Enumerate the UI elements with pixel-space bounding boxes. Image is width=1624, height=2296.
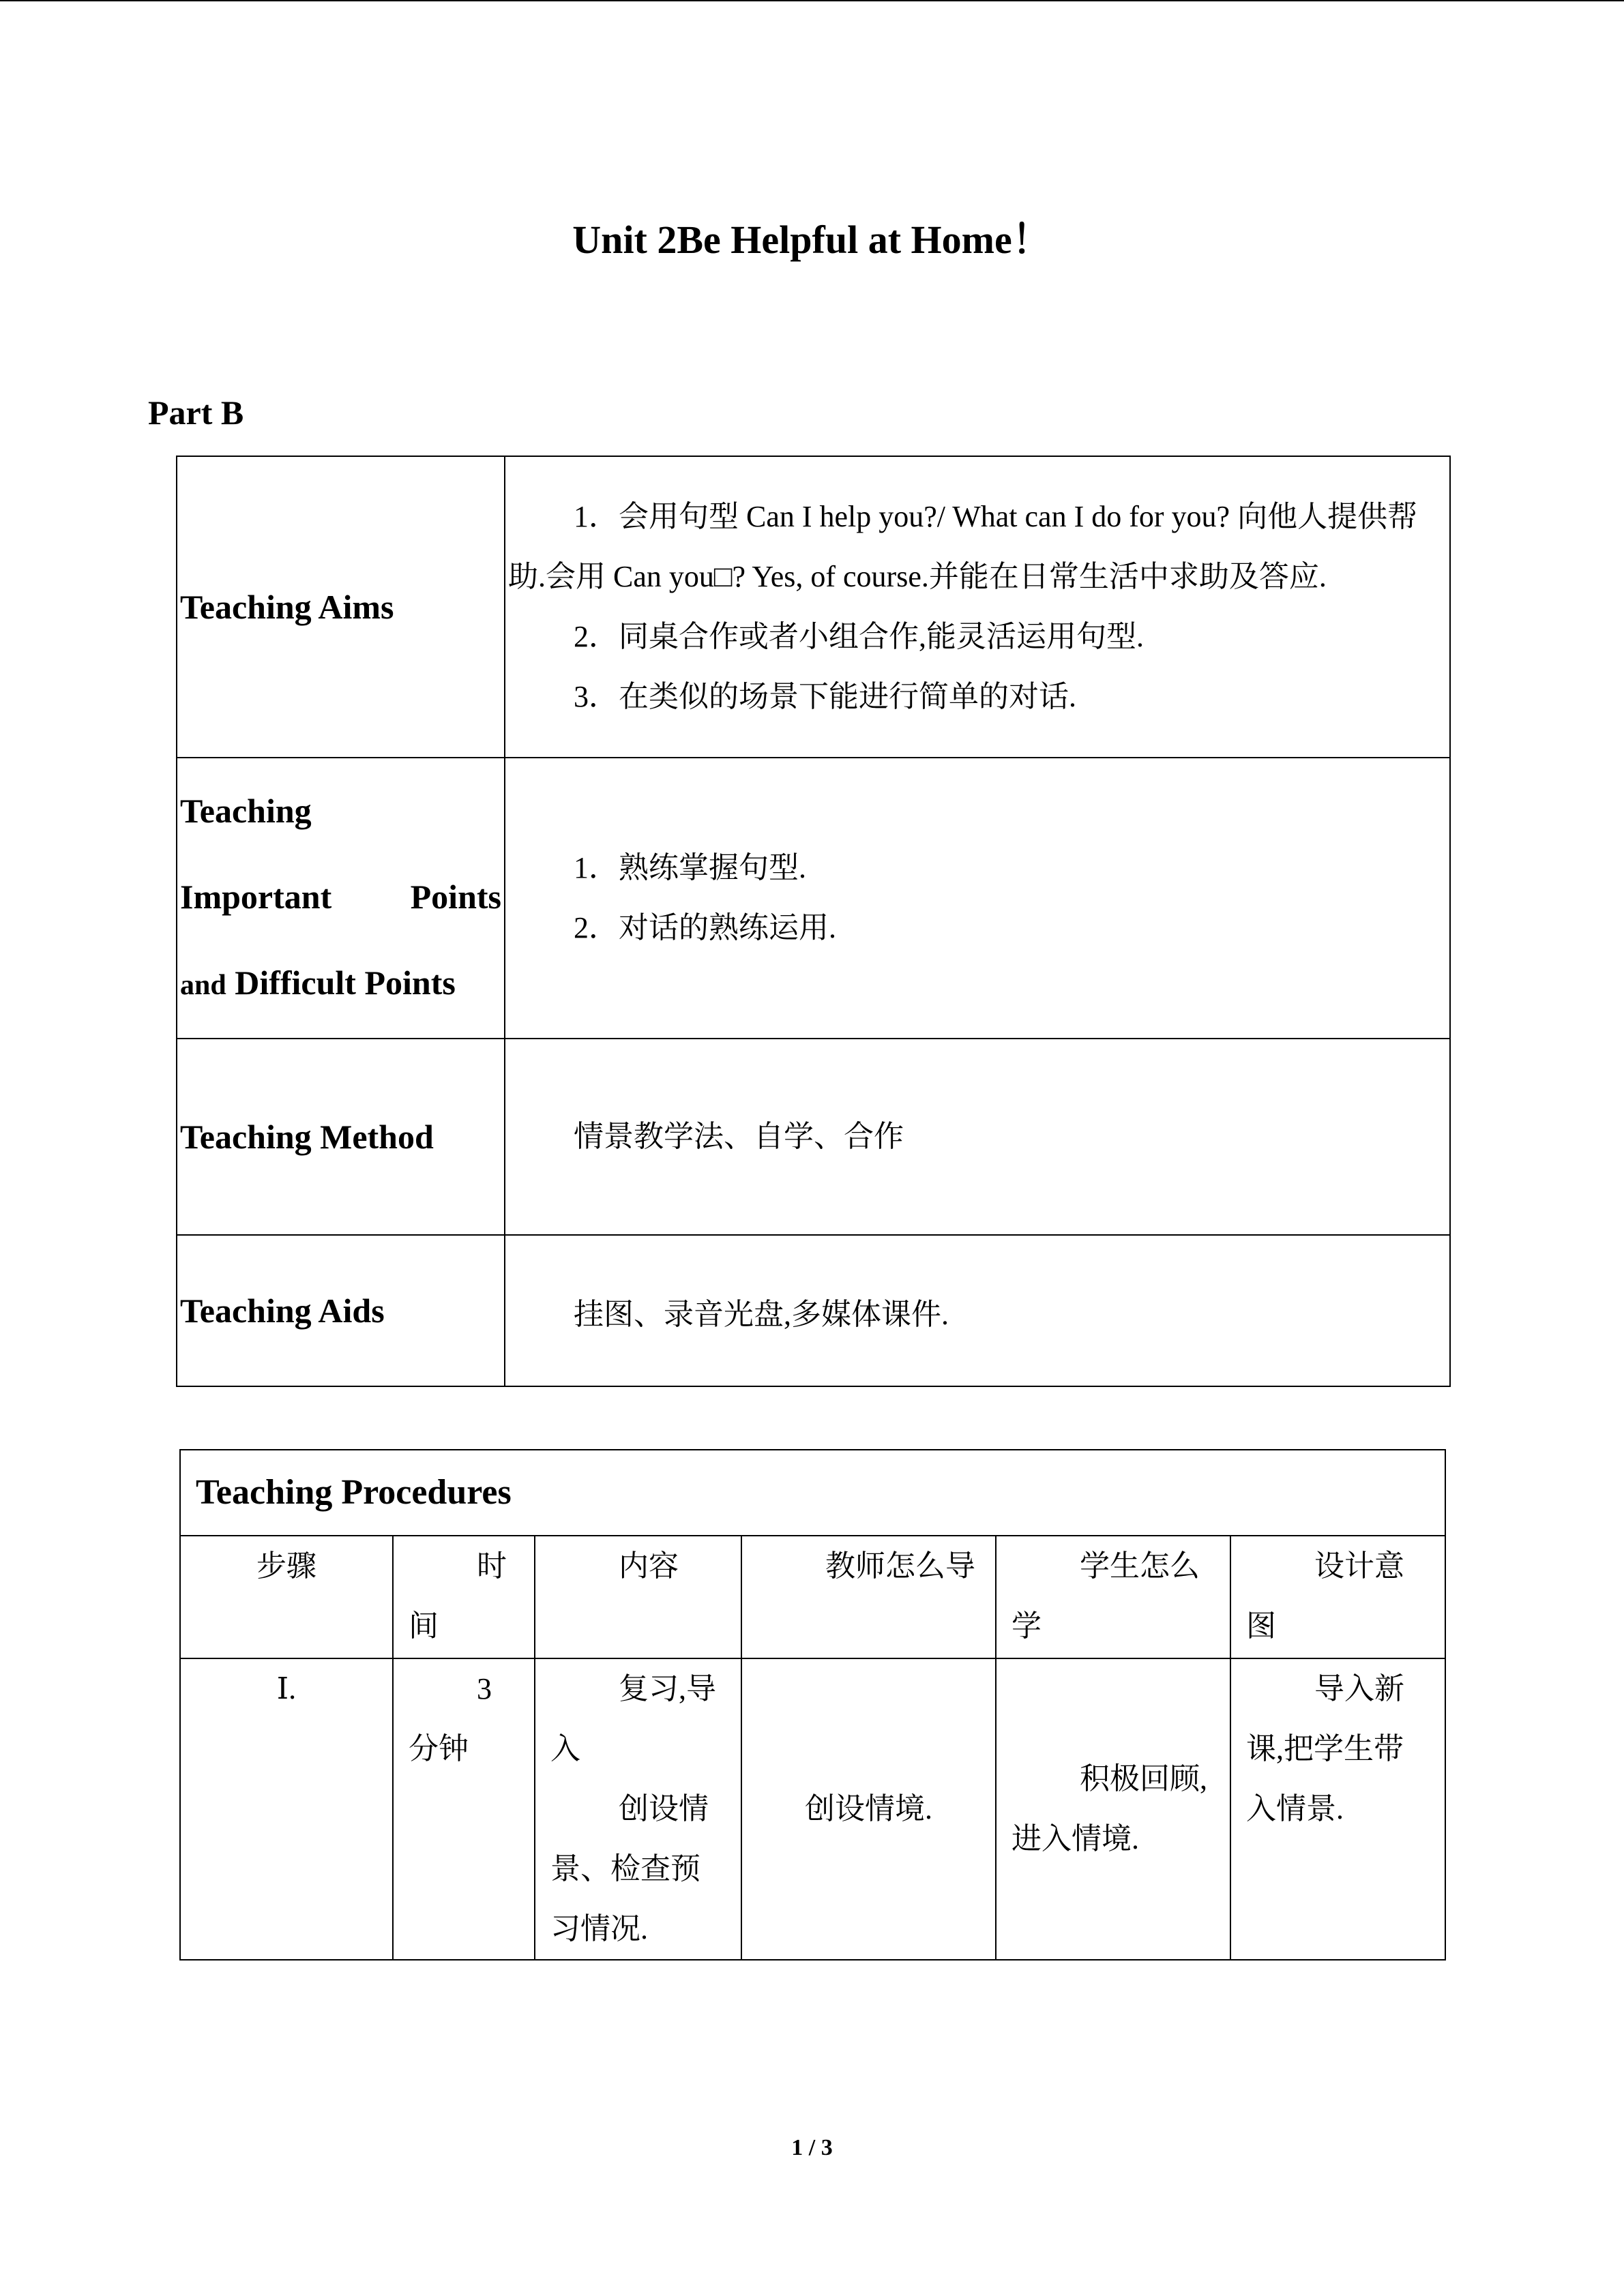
content-line-1: 复习,导入: [550, 1672, 716, 1765]
aids-label: Teaching Aids: [177, 1235, 505, 1386]
method-label: Teaching Method: [177, 1039, 505, 1235]
procedures-header-row: [180, 1536, 1445, 1658]
important-content: [505, 758, 1450, 1039]
header-student: 学生怎么学: [996, 1536, 1230, 1658]
aims-content: [505, 456, 1450, 758]
important-line-1: 1．熟练掌握句型.: [574, 851, 806, 884]
aims-label: Teaching Aims: [177, 456, 505, 758]
points-label-word: Points: [410, 878, 501, 916]
teaching-procedures-table: [179, 1449, 1446, 1960]
table-row: [180, 1658, 1445, 1960]
procedures-title-row: [180, 1450, 1445, 1536]
student-cell: 积极回顾,进入情境.: [996, 1658, 1230, 1960]
header-step: 步骤: [180, 1536, 393, 1658]
aims-line-3: 3．在类似的场景下能进行简单的对话.: [574, 680, 1076, 713]
aids-content: [505, 1235, 1450, 1386]
aids-text: 挂图、录音光盘,多媒体课件.: [574, 1298, 949, 1331]
aids-row: [177, 1235, 1450, 1386]
document-title: Unit 2Be Helpful at Home！: [572, 218, 1052, 262]
important-line-2: 2．对话的熟练运用.: [574, 911, 836, 944]
aims-line-2: 2．同桌合作或者小组合作,能灵活运用句型.: [574, 620, 1144, 653]
important-label-line-3: [180, 940, 504, 1028]
purpose-cell: 导入新课,把学生带入情景.: [1230, 1658, 1445, 1960]
important-label-line-1: Teaching: [180, 792, 312, 830]
content-cell: [535, 1658, 741, 1960]
part-heading: Part B: [148, 393, 244, 432]
header-purpose: 设计意图: [1230, 1536, 1445, 1658]
procedures-title: Teaching Procedures: [180, 1450, 1445, 1536]
teacher-cell: 创设情境.: [741, 1658, 996, 1960]
teaching-info-table: [176, 456, 1451, 1387]
header-teacher: 教师怎么导: [741, 1536, 996, 1658]
method-text: 情景教学法、自学、合作: [574, 1120, 904, 1153]
time-cell: 3分钟: [393, 1658, 535, 1960]
step-cell: Ⅰ.: [180, 1658, 393, 1960]
important-label-word: Important: [180, 878, 332, 916]
method-content: [505, 1039, 1450, 1235]
page-top-border: [0, 0, 1624, 1]
content-line-2: 创设情景、检查预习情况.: [550, 1792, 709, 1945]
important-row: [177, 758, 1450, 1039]
important-label: [177, 758, 505, 1039]
method-row: [177, 1039, 1450, 1235]
page-number: 1 / 3: [791, 2135, 833, 2160]
and-label-word: and: [180, 970, 226, 1001]
difficult-points-label: Difficult Points: [235, 964, 456, 1002]
header-content: 内容: [535, 1536, 741, 1658]
aims-line-1: 1．会用句型 Can I help you?/ What can I do for you? 向他人提供帮助.会用 Can you□? Yes, of course.并能在日常生活中求助及答应.: [508, 500, 1418, 593]
header-time: 时间: [393, 1536, 535, 1658]
important-label-line-2: [180, 854, 504, 940]
aims-row: [177, 456, 1450, 758]
